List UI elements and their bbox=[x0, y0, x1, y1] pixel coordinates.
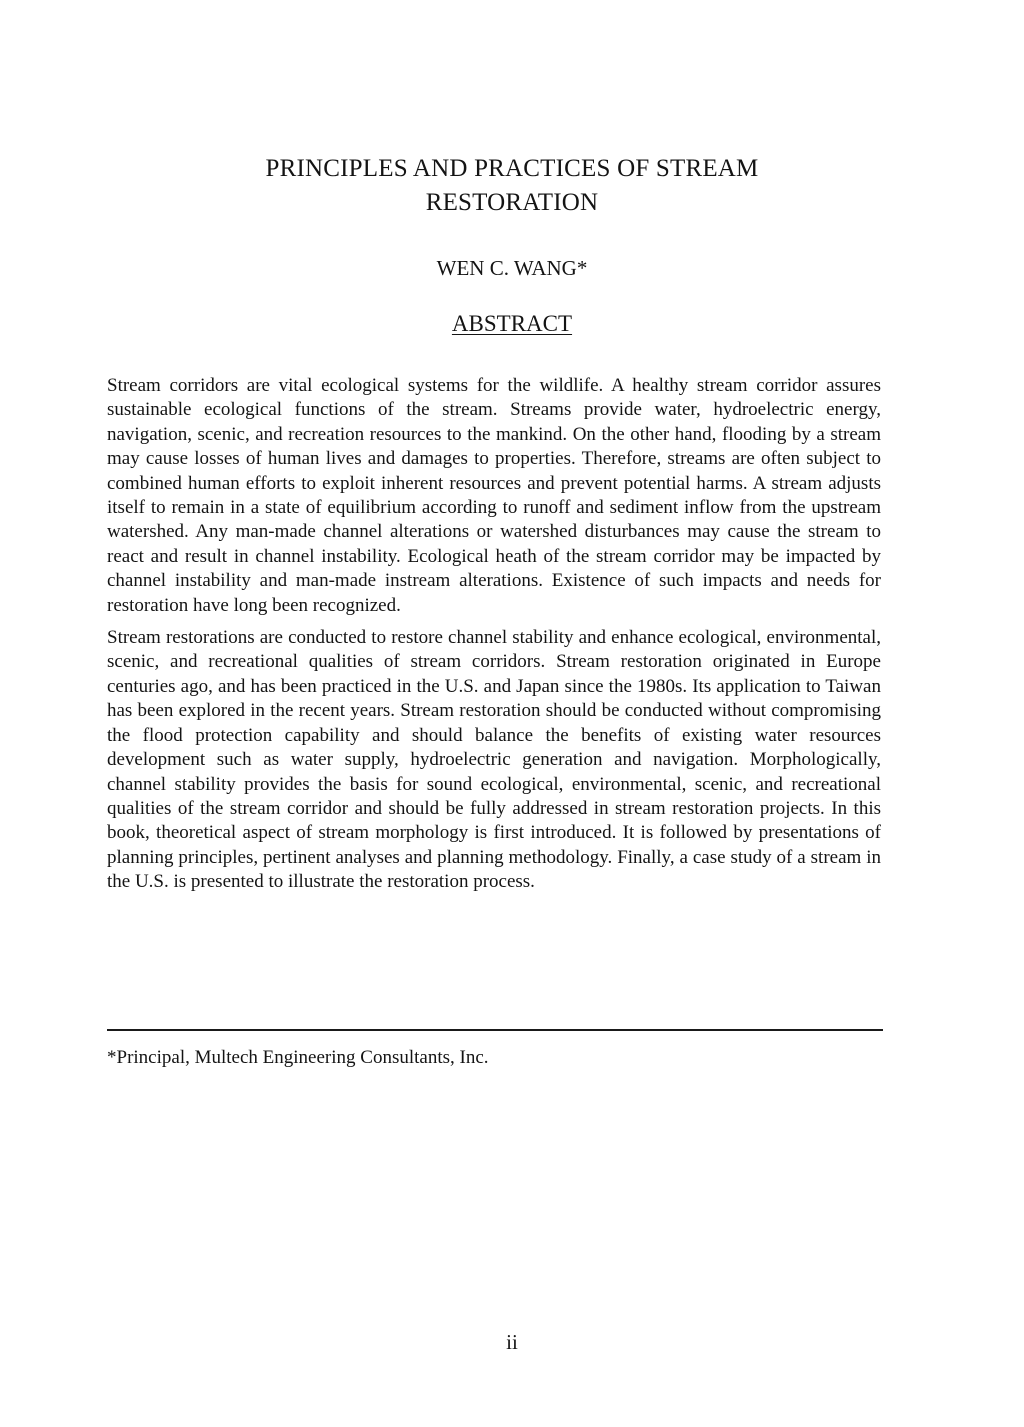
footnote-divider bbox=[107, 1029, 883, 1031]
abstract-heading-text: ABSTRACT bbox=[451, 311, 573, 336]
page-number: ii bbox=[506, 1330, 518, 1354]
title-line-2: RESTORATION bbox=[425, 189, 599, 216]
author-name: WEN C. WANG* bbox=[436, 256, 588, 280]
page-title bbox=[0, 152, 1024, 220]
footnote: *Principal, Multech Engineering Consultants, Inc. bbox=[107, 1047, 489, 1068]
abstract-heading bbox=[0, 310, 1024, 338]
title-line-1: PRINCIPLES AND PRACTICES OF STREAM bbox=[265, 155, 759, 182]
abstract-body bbox=[107, 374, 881, 903]
abstract-paragraph-1: Stream corridors are vital ecological systems for the wildlife. A healthy stream corridor assures sustainable ecological functions of the stream. Streams provide water, hydroelectric energy, navigation, scenic, and recreation resources to the mankind. On the other hand, flooding by a stream may cause losses of human lives and damages to properties. Therefore, streams are often subject to combined human efforts to exploit inherent resources and prevent potential harms. A stream adjusts itself to remain in a state of equilibrium according to runoff and sediment inflow from the upstream watershed. Any man-made channel alterations or watershed disturbances may cause the stream to react and result in channel instability. Ecological heath of the stream corridor may be impacted by channel instability and man-made instream alterations. Existence of such impacts and needs for restoration have long been recognized. bbox=[107, 375, 881, 616]
abstract-paragraph-2: Stream restorations are conducted to restore channel stability and enhance ecological, environmental, scenic, and recreational qualities of stream corridors. Stream restoration originated in Europe centuries ago, and has been practiced in the U.S. and Japan since the 1980s. Its application to Taiwan has been explored in the recent years. Stream restoration should be conducted without compromising the flood protection capability and should balance the benefits of existing water resources development such as water supply, hydroelectric generation and navigation. Morphologically, channel stability provides the basis for sound ecological, environmental, scenic, and recreational qualities of the stream corridor and should be fully addressed in stream restoration projects. In this book, theoretical aspect of stream morphology is first introduced. It is followed by presentations of planning principles, pertinent analyses and planning methodology. Finally, a case study of a stream in the U.S. is presented to illustrate the restoration process. bbox=[107, 627, 881, 893]
